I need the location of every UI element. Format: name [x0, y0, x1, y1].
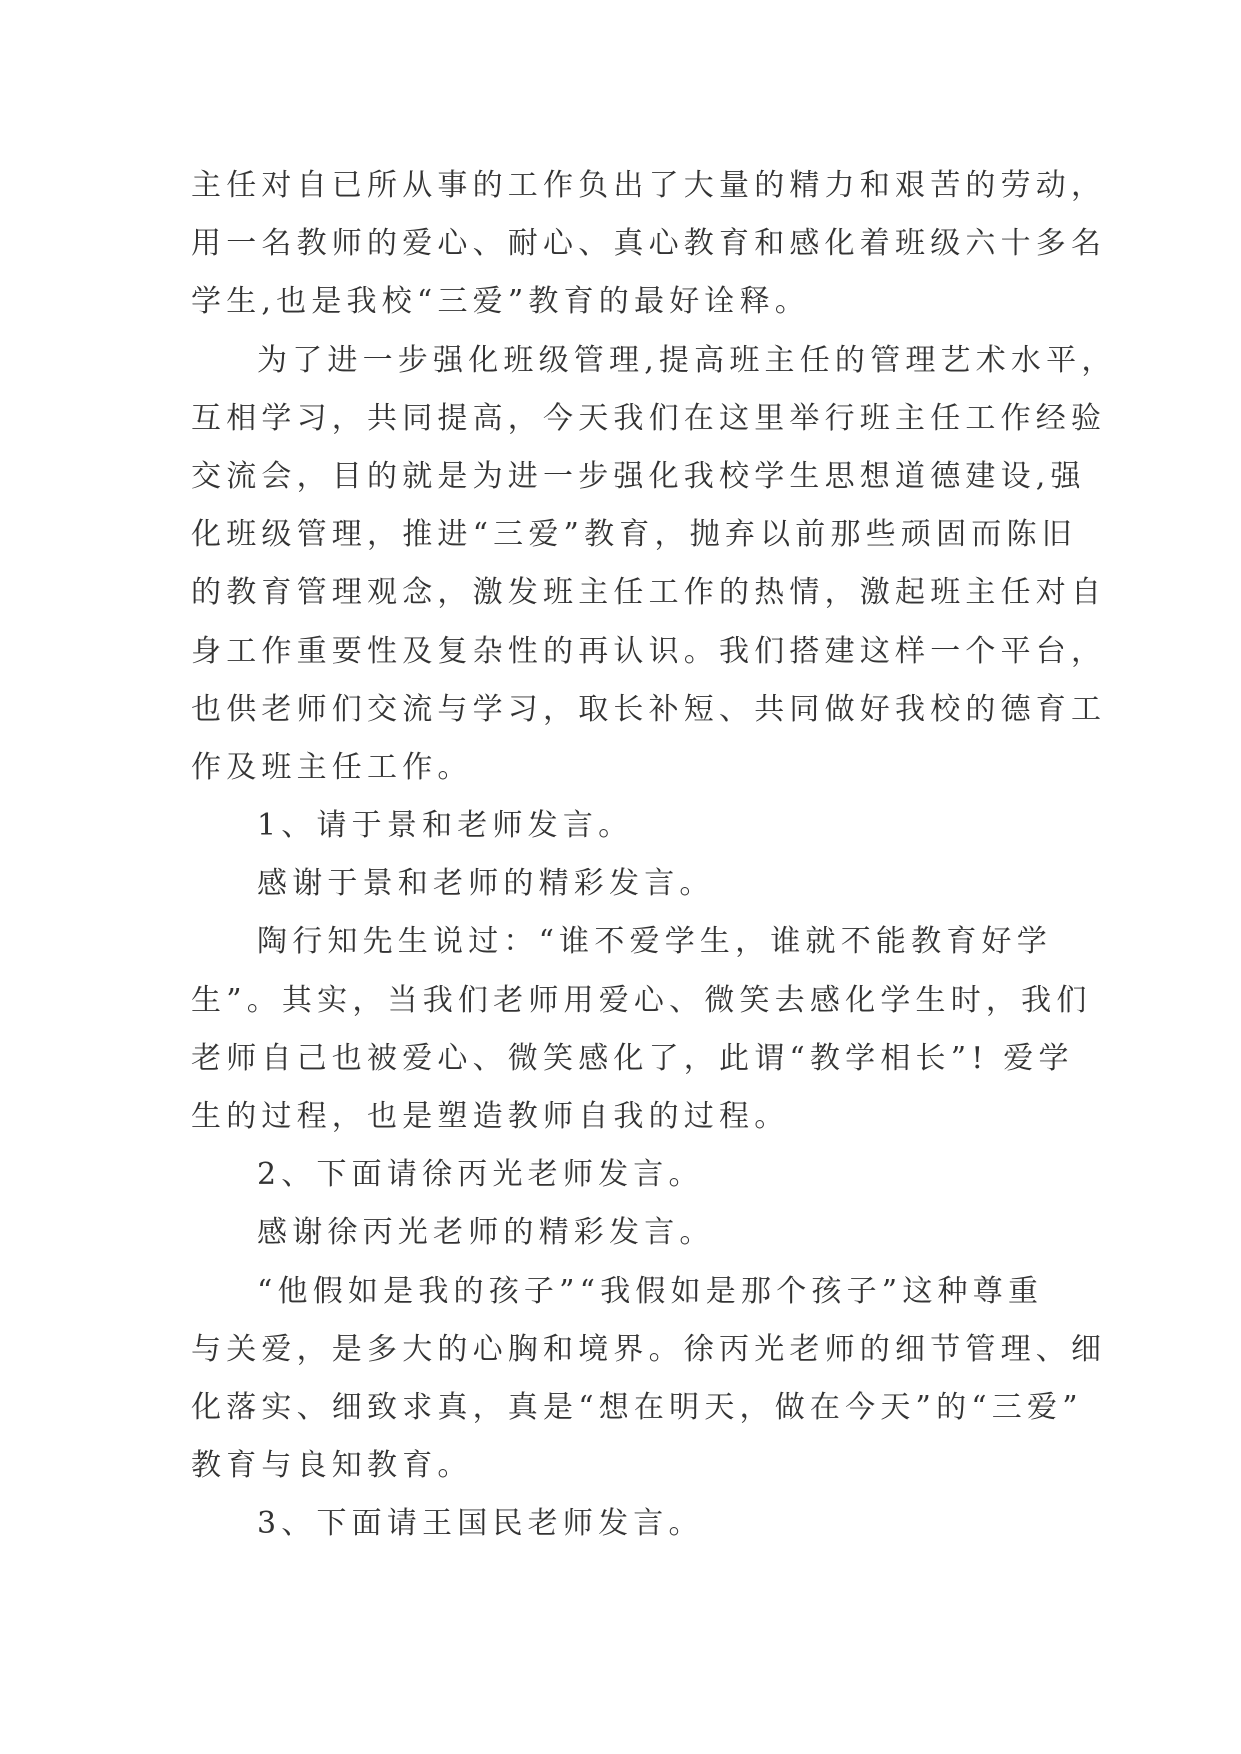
- document-body: [191, 157, 1117, 1554]
- text-line: 陶行知先生说过：“谁不爱学生，谁就不能教育好学: [257, 924, 1052, 960]
- text-line: 身工作重要性及复杂性的再认识。我们搭建这样一个平台，: [191, 633, 1107, 669]
- text-line: 3、下面请王国民老师发言。: [257, 1506, 704, 1542]
- text-line: 的教育管理观念，激发班主任工作的热情，激起班主任对自: [191, 575, 1107, 611]
- text-line: 交流会，目的就是为进一步强化我校学生思想道德建设,强: [191, 458, 1086, 494]
- text-line: 也供老师们交流与学习，取长补短、共同做好我校的德育工: [191, 691, 1107, 727]
- text-line: 感谢于景和老师的精彩发言。: [257, 866, 715, 902]
- text-line: “他假如是我的孩子”“我假如是那个孩子”这种尊重: [257, 1273, 1044, 1309]
- text-line: 学生,也是我校“三爱”教育的最好诠释。: [191, 284, 811, 320]
- text-line: 生”。其实，当我们老师用爱心、微笑去感化学生时，我们: [191, 982, 1092, 1018]
- text-line: 教育与良知教育。: [191, 1448, 473, 1484]
- text-line: 为了进一步强化班级管理,提高班主任的管理艺术水平，: [257, 342, 1117, 378]
- text-line: 与关爱，是多大的心胸和境界。徐丙光老师的细节管理、细: [191, 1331, 1107, 1367]
- text-line: 感谢徐丙光老师的精彩发言。: [257, 1215, 715, 1251]
- text-line: 老师自己也被爱心、微笑感化了，此谓“教学相长”! 爱学: [191, 1040, 1074, 1076]
- text-line: 生的过程，也是塑造教师自我的过程。: [191, 1099, 790, 1134]
- text-line: 2、下面请徐丙光老师发言。: [257, 1157, 704, 1193]
- text-line: 互相学习，共同提高，今天我们在这里举行班主任工作经验: [191, 400, 1107, 436]
- text-line: 作及班主任工作。: [191, 749, 473, 785]
- text-line: 化班级管理，推进“三爱”教育，抛弃以前那些顽固而陈旧: [191, 517, 1077, 553]
- text-line: 用一名教师的爱心、耐心、真心教育和感化着班级六十多名: [191, 226, 1107, 262]
- text-line: 化落实、细致求真，真是“想在明天，做在今天”的“三爱”: [191, 1389, 1083, 1425]
- text-line: 主任对自已所从事的工作负出了大量的精力和艰苦的劳动，: [191, 168, 1107, 203]
- text-line: 1、请于景和老师发言。: [257, 808, 634, 844]
